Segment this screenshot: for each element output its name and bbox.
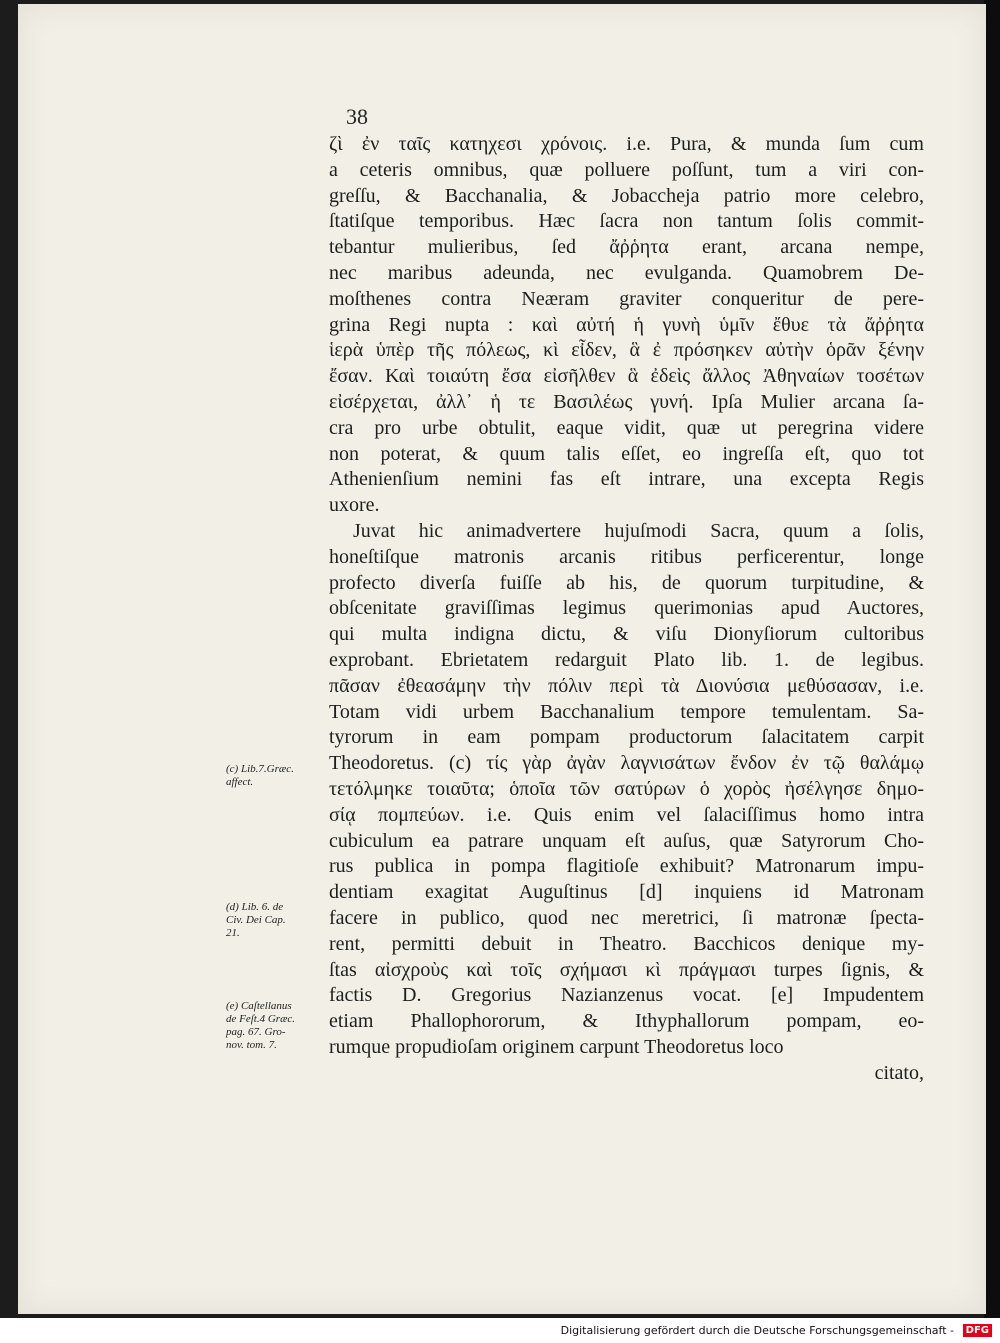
footer-bar: [0, 1318, 1000, 1343]
note-line: (e) Caſtellanus: [226, 1000, 292, 1012]
text-line: Theodoretus. (c) τίς γὰρ ἀγὰν λαγνισάτων ἔνδον ἐν τῷ θαλάμῳ: [329, 752, 924, 775]
text-line: factis D. Gregorius Nazianzenus vocat. [e] Impudentem: [329, 984, 924, 1007]
text-line: ſtatiſque temporibus. Hæc ſacra non tantum ſolis commit-: [329, 210, 924, 233]
text-line: facere in publico, quod nec meretrici, ſi matronæ ſpecta-: [329, 906, 924, 929]
text-line: εἰσέρχεται, ἀλλ᾽ ἡ τε Βασιλέως γυνή. Ipſa Mulier arcana ſa-: [329, 390, 924, 413]
note-line: pag. 67. Gro-: [226, 1026, 286, 1038]
text-line: uxore.: [329, 494, 380, 517]
text-line: etiam Phallophororum, & Ithyphallorum pompam, eo-: [329, 1010, 924, 1033]
text-line: cubiculum ea patrare unquam eſt auſus, quæ Satyrorum Cho-: [329, 829, 924, 852]
text-line: non poterat, & quum talis eſſet, eo ingreſſa eſt, quo tot: [329, 442, 924, 465]
text-line: profecto diverſa fuiſſe ab his, de quorum turpitudine, &: [329, 571, 924, 594]
text-line: tebantur mulieribus, ſed ἄῤῥητα erant, arcana nempe,: [329, 236, 924, 259]
text-line: nec maribus adeunda, nec evulganda. Quamobrem De-: [329, 261, 924, 284]
marginal-note-e: [226, 1000, 324, 1052]
note-line: (c) Lib.7.Græc.: [226, 763, 294, 775]
text-line: honeſtiſque matronis arcanis ritibus perficerentur, longe: [329, 545, 924, 568]
text-line: ſtas αἰσχροὺς καὶ τοῖς σχήμασι κὶ πράγμασι turpes ſignis, &: [329, 958, 924, 981]
text-line: ἱερὰ ὑπὲρ τῆς πόλεως, κὶ εἶδεν, ἃ ἐ πρόσηκεν αὐτὴν ὁρᾶν ξένην: [329, 339, 924, 362]
marginal-note-c: [226, 763, 324, 789]
marginal-note-d: [226, 901, 324, 940]
funding-credit: Digitalisierung gefördert durch die Deutsche Forschungsgemeinschaft -: [560, 1324, 954, 1337]
text-line: cra pro urbe obtulit, eaque vidit, quæ ut peregrina videre: [329, 416, 924, 439]
text-line: rus publica in pompa flagitioſe exhibuit? Matronarum impu-: [329, 855, 924, 878]
text-line: Athenienſium nemini fas eſt intrare, una excepta Regis: [329, 468, 924, 491]
text-line: Juvat hic animadvertere hujuſmodi Sacra, quum a ſolis,: [353, 519, 924, 542]
text-line: τετόλμηκε τοιαῦτα; ὁποῖα τῶν σατύρων ὁ χορὸς ἠσέλγησε δημο-: [329, 777, 924, 800]
text-line: dentiam exagitat Auguſtinus [d] inquiens id Matronam: [329, 881, 924, 904]
body-text: [329, 132, 924, 1086]
text-line: exprobant. Ebrietatem redarguit Plato lib. 1. de legibus.: [329, 648, 924, 671]
note-line: de Feſt.4 Græc.: [226, 1013, 296, 1025]
note-line: (d) Lib. 6. de: [226, 901, 284, 913]
scan-edge: [984, 0, 1000, 1318]
text-line: citato,: [874, 1061, 924, 1084]
note-line: Civ. Dei Cap.: [226, 914, 286, 926]
note-line: nov. tom. 7.: [226, 1039, 277, 1051]
dfg-logo: DFG: [963, 1324, 992, 1337]
text-line: greſſu, & Bacchanalia, & Jobaccheja patrio more celebro,: [329, 184, 924, 207]
text-line: rumque propudioſam originem carpunt Theodoretus loco: [329, 1035, 784, 1058]
text-line: obſcenitate graviſſimas legimus querimonias apud Auctores,: [329, 597, 924, 620]
note-line: affect.: [226, 776, 254, 788]
text-line: ἔσαν. Καὶ τοιαύτη ἔσα εἰσῆλθεν ἃ ἐδεὶς ἄλλος Ἀθηναίων τοσέτων: [329, 365, 924, 388]
text-line: tyrorum in eam pompam productorum ſalacitatem carpit: [329, 726, 924, 749]
text-line: σίᾳ πομπεύων. i.e. Quis enim vel ſalaciſſimus homo intra: [329, 803, 924, 826]
page-number: 38: [346, 104, 368, 129]
text-line: πᾶσαν ἐθεασάμην τὴν πόλιν περὶ τὰ Διονύσια μεθύσασαν, i.e.: [329, 674, 924, 697]
text-line: rent, permitti debuit in Theatro. Bacchicos denique my-: [329, 932, 924, 955]
text-line: ζὶ ἐν ταῖς κατηχεσι χρόνοις. i.e. Pura, & munda ſum cum: [329, 133, 924, 155]
note-line: 21.: [226, 927, 240, 939]
text-line: Totam vidi urbem Bacchanalium tempore temulentam. Sa-: [329, 700, 924, 723]
text-line: a ceteris omnibus, quæ polluere poſſunt, tum a viri con-: [329, 158, 924, 181]
text-line: grina Regi nupta : καὶ αὐτή ἡ γυνὴ ὑμῖν ἔθυε τὰ ἄῤῥητα: [329, 313, 924, 336]
text-line: qui multa indigna dictu, & viſu Dionyſiorum cultoribus: [329, 623, 924, 646]
text-line: moſthenes contra Neæram graviter conqueritur de pere-: [329, 287, 924, 310]
